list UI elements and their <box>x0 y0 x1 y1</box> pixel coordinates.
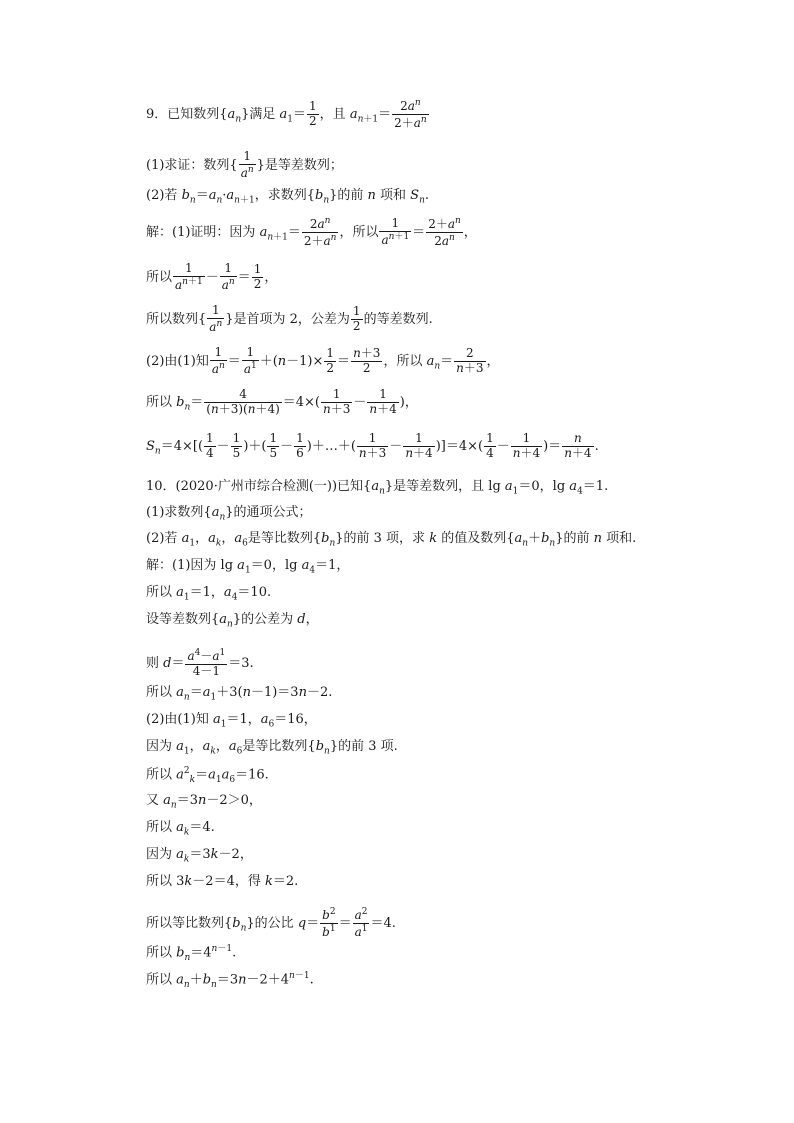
text-line-p10_q: 10．(2020·广州市综合检测(一))已知$\{a_n\}$是等差数列，且 $\lg a_1=0$，$\lg a_4=1$. <box>146 479 609 497</box>
text-line-p9_q: 9．已知数列$\{a_n\}$满足 $a_1=$ $\frac{1}{2}$ ，且 $a_{n+1}=$ $\frac{2a^n}{2+a^n}$ <box>146 98 427 130</box>
text-line-s10_8: 所以 $a^2_k=a_1a_6=16$. <box>146 766 269 785</box>
text-line-s10_15: 所以 $a_n+b_n=3n-2+4^{n-1}$. <box>146 971 314 990</box>
text-line-s10_11: 因为 $a_k=3k-2$， <box>146 847 253 865</box>
text-line-s10_10: 所以 $a_k=4$. <box>146 820 215 838</box>
text-line-s10_4: 则 d＝ $\frac{a^4-a^1}{4-1}$ ＝3. <box>146 648 254 678</box>
text-line-s10_7: 因为 $a_1$，$a_k$，$a_6$是等比数列$\{b_n\}$的前 3 项. <box>146 739 398 757</box>
text-line-s10_2: 所以 $a_1=1$，$a_4=10$. <box>146 585 272 603</box>
text-line-s9_3: 所以数列{ $\frac{1}{a^n}$ }是首项为 2，公差为 $\frac{1}{2}$ 的等差数列. <box>146 303 433 334</box>
text-line-s10_3: 设等差数列$\{a_n\}$的公差为 d， <box>146 612 319 630</box>
text-line-s10_9: 又 $a_n=3n-2>0$， <box>146 793 262 811</box>
text-line-s10_6: (2)由(1)知 $a_1=1$，$a_6=16$， <box>146 712 317 730</box>
text-line-s10_5: 所以 $a_n=a_1+3(n-1)=3n-2$. <box>146 685 333 703</box>
text-line-s9_1: 解：(1)证明：因为 $a_{n+1}=$ $\frac{2a^n}{2+a^n}$ ，所以 $\frac{1}{a^{n+1}}$ ＝ $\frac{2+a^n}{2a^n}$ ， <box>146 216 477 248</box>
text-line-s10_12: 所以 3k－2＝4，得 k＝2. <box>146 874 299 889</box>
text-line-s9_2: 所以 $\frac{1}{a^{n+1}}$ － $\frac{1}{a^n}$ ＝ $\frac{1}{2}$ ， <box>146 261 278 292</box>
text-line-s10_1: 解：(1)因为 $\lg a_1=0$，$\lg a_4=1$， <box>146 558 350 576</box>
text-line-p9_1: (1)求证：数列{ $\frac{1}{a^n}$ }是等差数列； <box>146 149 343 180</box>
text-line-p9_2: (2)若 $b_n=a_n\cdot a_{n+1}$，求数列$\{b_n\}$的前 n 项和 $S_n$. <box>146 188 429 206</box>
text-line-s9_4: (2)由(1)知 $\frac{1}{a^n}$ ＝ $\frac{1}{a^1}$ ＋(n－1)× $\frac{1}{2}$ ＝ $\frac{n+3}{2}$ ，所以 $a_n=$ $\frac{2}{n+3}$ ， <box>146 345 500 376</box>
text-line-p10_1: (1)求数列$\{a_n\}$的通项公式； <box>146 505 312 523</box>
text-line-s9_5: 所以 $b_n=$ $\frac{4}{(n+3)(n+4)}$ ＝4×( $\frac{1}{n+3}$ － $\frac{1}{n+4}$ )， <box>146 387 418 416</box>
text-line-s9_6: $S_n=4\times$[( $\frac{1}{4}$ － $\frac{1}{5}$ )＋( $\frac{1}{5}$ － $\frac{1}{6}$ )＋…＋( $\frac{1}{n+3}$ － $\frac{1}{n+4}$ )]＝4×( $\frac{1}{4}$ － $\frac{1}{n+4}$ )＝ $\frac{n}{n+4}$ . <box>146 431 599 460</box>
text-line-p10_2: (2)若 $a_1$，$a_k$，$a_6$是等比数列$\{b_n\}$的前 3 项，求 k 的值及数列$\{a_n+b_n\}$的前 n 项和. <box>146 531 637 549</box>
text-line-s10_14: 所以 $b_n=4^{n-1}$. <box>146 944 237 963</box>
text-line-s10_13: 所以等比数列$\{b_n\}$的公比 q＝ $\frac{b^2}{b^1}$ ＝ $\frac{a^2}{a^1}$ ＝4. <box>146 907 396 939</box>
